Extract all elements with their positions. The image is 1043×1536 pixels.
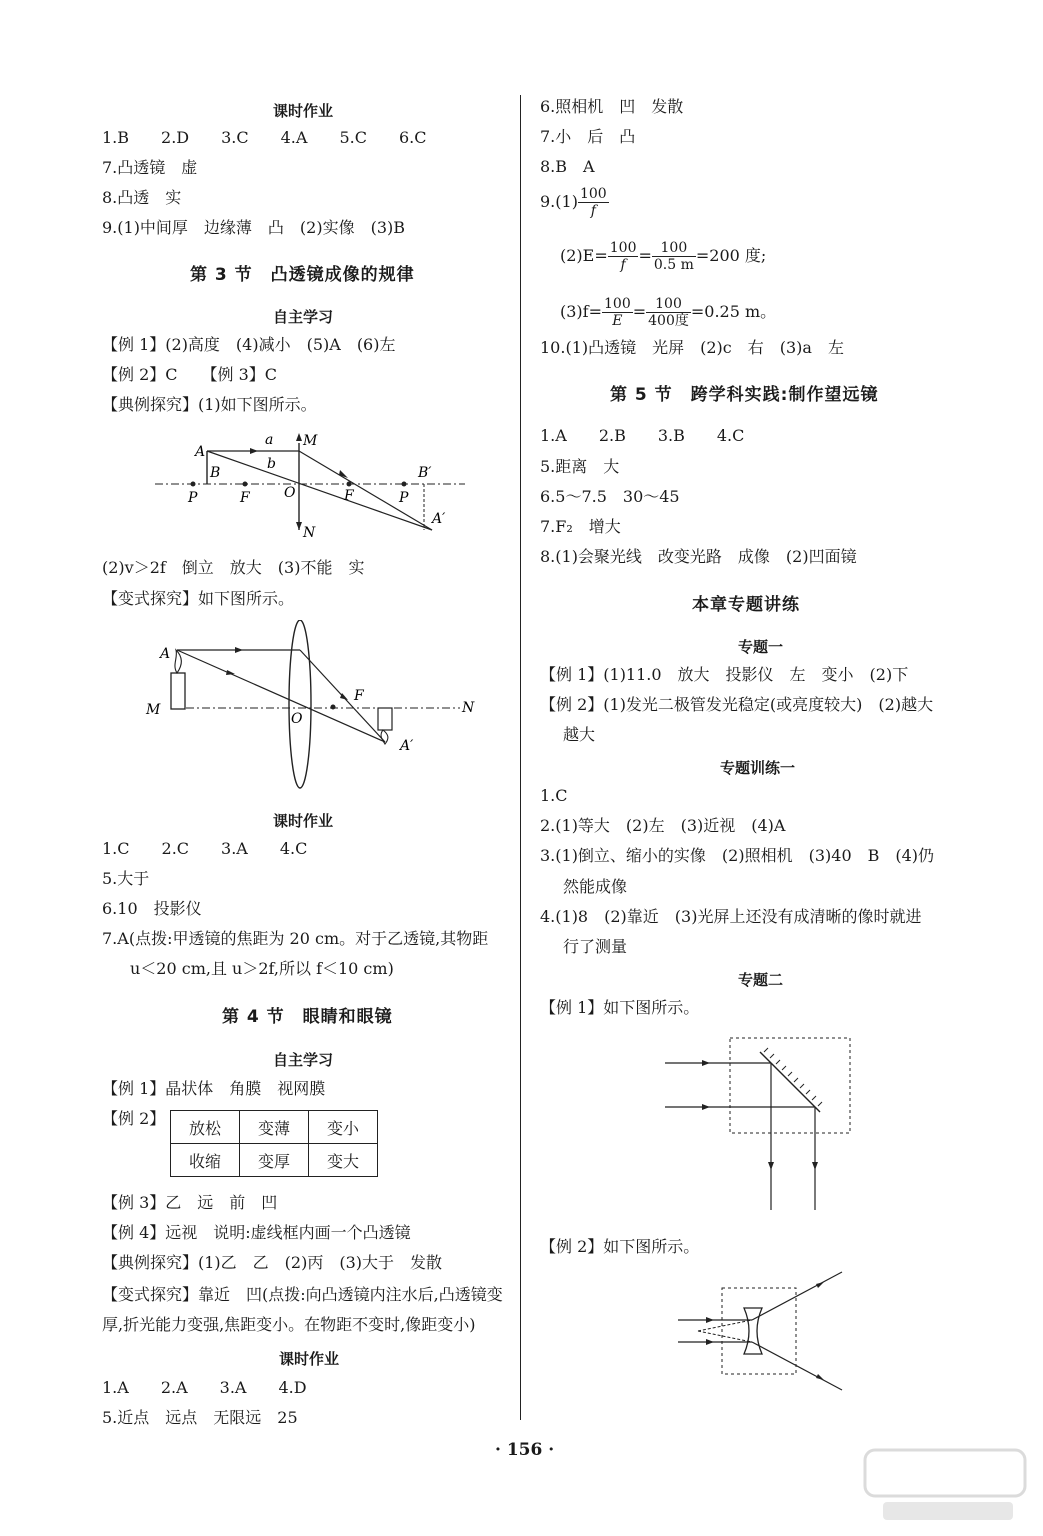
- answer-line: 【例 3】乙 远 前 凹: [102, 1193, 278, 1212]
- label-a: a: [265, 432, 274, 448]
- answer-line: 8.凸透 实: [102, 188, 182, 207]
- label-M: M: [146, 702, 161, 718]
- formula-prefix: 9.(1): [540, 192, 578, 211]
- section-title-5: 第 5 节 跨学科实践:制作望远镜: [610, 385, 879, 405]
- answer-line: 1.B 2.D 3.C 4.A 5.C 6.C: [102, 128, 427, 147]
- answer-line: 【例 2】: [102, 1109, 166, 1128]
- label-F1: F: [240, 490, 250, 506]
- label-b: b: [267, 456, 276, 472]
- formula-prefix: (2)E=: [560, 246, 608, 265]
- section-title-chapter: 本章专题讲练: [692, 595, 800, 615]
- heading-topic-training-1: 专题训练一: [720, 759, 796, 777]
- answer-line: 1.A 2.B 3.B 4.C: [540, 426, 745, 445]
- concave-lens-diagram: [670, 1270, 850, 1395]
- label-O: O: [291, 711, 303, 727]
- answer-line: 5.距离 大: [540, 457, 620, 476]
- table-cell: 收缩: [171, 1144, 240, 1177]
- watermark-logo: [863, 1446, 1033, 1526]
- answer-line: 8.B A: [540, 157, 595, 176]
- ray-diagram-2: [140, 620, 490, 800]
- label-F: F: [354, 688, 364, 704]
- formula-result: =200 度;: [695, 246, 767, 265]
- answer-line: 【例 2】如下图所示。: [540, 1237, 700, 1256]
- numerator: 100: [652, 240, 696, 257]
- label-B-prime: B′: [418, 465, 432, 481]
- formula-line: [560, 296, 776, 329]
- answer-line: 9.(1)中间厚 边缘薄 凸 (2)实像 (3)B: [102, 218, 406, 237]
- answer-line: 7.凸透镜 虚: [102, 158, 198, 177]
- answer-line: 6.5～7.5 30～45: [540, 487, 680, 506]
- label-A: A: [195, 444, 206, 460]
- label-A: A: [160, 646, 171, 662]
- formula-prefix: (3)f=: [560, 302, 602, 321]
- mirror-diagram: [660, 1030, 860, 1215]
- fraction: [652, 240, 696, 273]
- answer-line: 【例 1】(1)11.0 放大 投影仪 左 变小 (2)下: [540, 665, 909, 684]
- section-title-3: 第 3 节 凸透镜成像的规律: [190, 265, 415, 285]
- heading-homework-3: 课时作业: [279, 1350, 340, 1368]
- label-O: O: [284, 485, 296, 501]
- heading-topic-2: 专题二: [738, 971, 784, 989]
- answer-line: 5.大于: [102, 869, 150, 888]
- heading-homework-2: 课时作业: [273, 812, 334, 830]
- answer-line: 6.照相机 凹 发散: [540, 97, 684, 116]
- numerator: 100: [579, 186, 607, 202]
- answer-line: 【例 2】(1)发光二极管发光稳定(或亮度较大) (2)越大: [540, 695, 934, 714]
- fraction: [646, 296, 691, 329]
- label-P1: P: [188, 490, 198, 506]
- answer-line: 然能成像: [563, 877, 628, 896]
- answer-line: 6.10 投影仪: [102, 899, 202, 918]
- label-A-prime: A′: [432, 511, 446, 527]
- answer-line: 7.F₂ 增大: [540, 517, 621, 536]
- answer-line: 5.近点 远点 无限远 25: [102, 1408, 298, 1427]
- page-number: · 156 ·: [495, 1440, 555, 1460]
- answer-line: 【例 1】晶状体 角膜 视网膜: [102, 1079, 326, 1098]
- answer-line: 【例 1】如下图所示。: [540, 998, 700, 1017]
- heading-topic-1: 专题一: [738, 638, 784, 656]
- table-cell: 变大: [309, 1144, 378, 1177]
- answer-line: 1.A 2.A 3.A 4.D: [102, 1378, 307, 1397]
- fraction: [578, 186, 609, 219]
- answer-line: 厚,折光能力变强,焦距变小。在物距不变时,像距变小): [102, 1315, 476, 1334]
- answer-line: 3.(1)倒立、缩小的实像 (2)照相机 (3)40 B (4)仍: [540, 846, 935, 865]
- answer-line: u＜20 cm,且 u＞2f,所以 f＜10 cm): [130, 959, 394, 978]
- denominator: f: [620, 257, 626, 273]
- denominator: 400度: [648, 313, 689, 329]
- answer-line: 【变式探究】如下图所示。: [102, 589, 295, 608]
- answer-line: 【典例探究】(1)如下图所示。: [102, 395, 317, 414]
- ray-diagram-1: [150, 425, 470, 545]
- label-P2: P: [399, 490, 409, 506]
- label-N: N: [303, 525, 316, 541]
- table-cell: 变薄: [240, 1111, 309, 1144]
- answer-line: 【例 2】C 【例 3】C: [102, 365, 278, 384]
- formula-result: =0.25 m。: [690, 302, 777, 321]
- equals: =: [632, 302, 647, 321]
- answer-line: 1.C: [540, 786, 568, 805]
- label-A-prime: A′: [400, 738, 414, 754]
- answer-table: [170, 1110, 378, 1177]
- answer-line: 8.(1)会聚光线 改变光路 成像 (2)凹面镜: [540, 547, 857, 566]
- answer-line: 7.A(点拨:甲透镜的焦距为 20 cm。对于乙透镜,其物距: [102, 929, 489, 948]
- label-F2: F: [344, 488, 354, 504]
- column-divider: [520, 95, 521, 1420]
- numerator: 100: [604, 296, 631, 312]
- table-cell: 变小: [309, 1111, 378, 1144]
- answer-line: 10.(1)凸透镜 光屏 (2)c 右 (3)a 左: [540, 338, 844, 357]
- answer-line: 1.C 2.C 3.A 4.C: [102, 839, 308, 858]
- label-N: N: [462, 700, 475, 716]
- heading-self-study-2: 自主学习: [273, 1051, 334, 1069]
- heading-self-study-1: 自主学习: [273, 308, 334, 326]
- answer-line: 【典例探究】(1)乙 乙 (2)丙 (3)大于 发散: [102, 1253, 442, 1272]
- answer-line: 越大: [563, 725, 596, 744]
- denominator: E: [612, 313, 623, 329]
- denominator: f: [590, 203, 596, 219]
- heading-homework-1: 课时作业: [273, 102, 334, 120]
- answer-line: 【例 1】(2)高度 (4)减小 (5)A (6)左: [102, 335, 396, 354]
- answer-line: 【例 4】远视 说明:虚线框内画一个凸透镜: [102, 1223, 411, 1242]
- answer-line: 2.(1)等大 (2)左 (3)近视 (4)A: [540, 816, 786, 835]
- label-B: B: [210, 465, 221, 481]
- equals: =: [638, 246, 652, 265]
- answer-line: 行了测量: [563, 937, 628, 956]
- table-cell: 放松: [171, 1111, 240, 1144]
- denominator: 0.5 m: [653, 257, 694, 273]
- numerator: 100: [609, 240, 637, 256]
- answer-line: 7.小 后 凸: [540, 127, 636, 146]
- formula-line: [540, 186, 609, 219]
- label-M: M: [303, 433, 318, 449]
- answer-line: (2)v＞2f 倒立 放大 (3)不能 实: [102, 558, 365, 577]
- answer-line: 4.(1)8 (2)靠近 (3)光屏上还没有成清晰的像时就进: [540, 907, 922, 926]
- section-title-4: 第 4 节 眼睛和眼镜: [222, 1007, 393, 1027]
- numerator: 100: [646, 296, 691, 313]
- fraction: [608, 240, 639, 273]
- fraction: [602, 296, 633, 329]
- formula-line: [560, 240, 766, 273]
- answer-line: 【变式探究】靠近 凹(点拨:向凸透镜内注水后,凸透镜变: [102, 1285, 503, 1304]
- table-cell: 变厚: [240, 1144, 309, 1177]
